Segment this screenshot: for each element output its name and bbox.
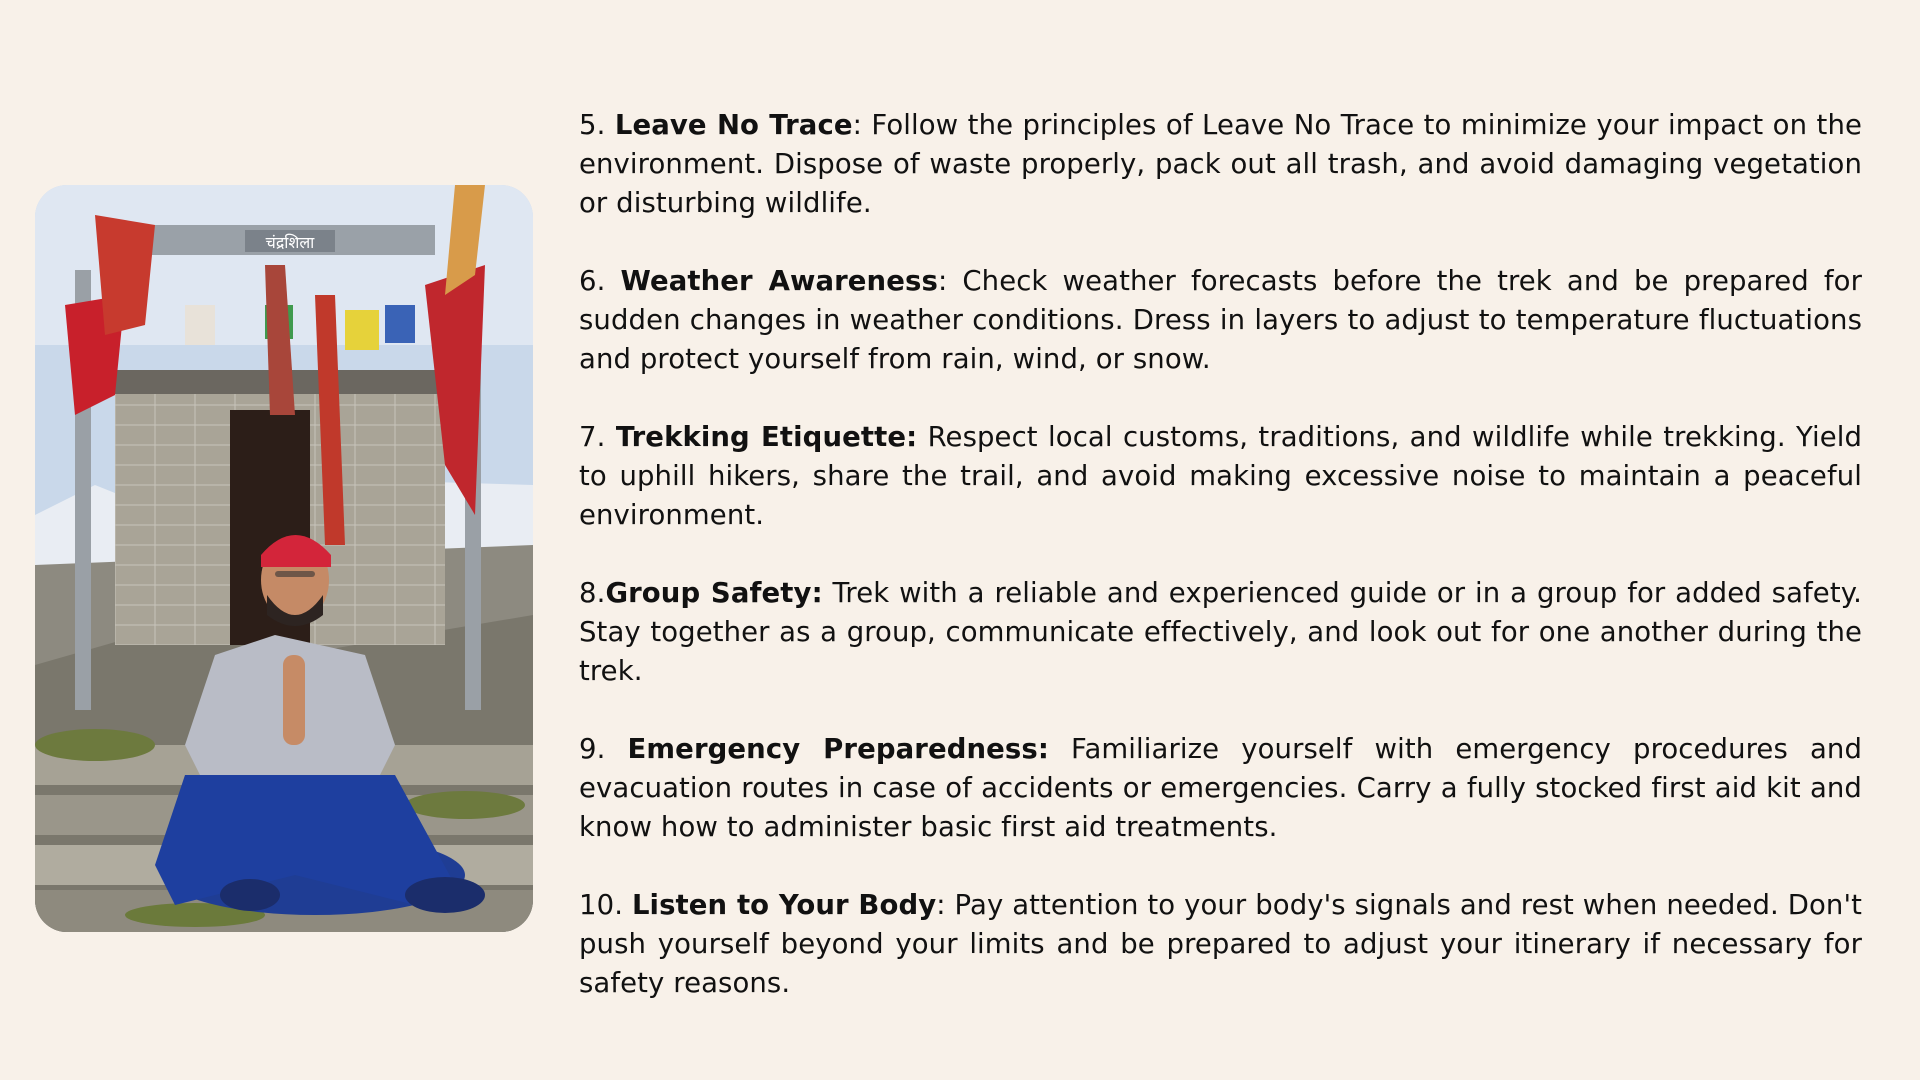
tip-body: Pay attention to your body's signals and rest when needed. Don't push yourself beyond your limits and be prepared to adjust your itinerary if necessary for safety reasons.	[579, 889, 1863, 999]
tip-item-6	[579, 262, 1862, 379]
temple-photo	[35, 185, 533, 932]
tip-number: 6.	[579, 265, 606, 297]
tip-body: Familiarize yourself with emergency procedures and evacuation routes in case of accidents or emergencies. Carry a fully stocked first aid kit and know how to administer basic first aid treatments.	[579, 733, 1863, 843]
tip-separator: :	[936, 889, 946, 921]
tip-title: Trekking Etiquette:	[615, 421, 918, 453]
tip-title: Emergency Preparedness:	[627, 733, 1049, 765]
tip-body: Check weather forecasts before the trek and be prepared for sudden changes in weather conditions. Dress in layers to adjust to temperature fluctuations and protect yourself from rain, wind, or snow.	[579, 265, 1863, 375]
tip-number: 5.	[579, 109, 606, 141]
tip-title: Weather Awareness	[620, 265, 938, 297]
tip-separator: :	[852, 109, 862, 141]
tip-item-8	[579, 574, 1862, 691]
tip-item-9	[579, 730, 1862, 847]
tip-number: 8.	[579, 577, 606, 609]
tip-number: 10.	[579, 889, 624, 921]
sign-text: चंद्रशिला	[265, 233, 315, 252]
tip-item-7	[579, 418, 1862, 535]
trek-tips-list	[579, 106, 1862, 1042]
tip-item-5	[579, 106, 1862, 223]
tip-number: 9.	[579, 733, 606, 765]
tip-body: Trek with a reliable and experienced guide or in a group for added safety. Stay together as a group, communicate effectively, and look out for one another during the trek.	[579, 577, 1863, 687]
tip-number: 7.	[579, 421, 606, 453]
tip-title: Leave No Trace	[614, 109, 853, 141]
tip-title: Group Safety:	[605, 577, 823, 609]
tip-body: Respect local customs, traditions, and wildlife while trekking. Yield to uphill hikers, share the trail, and avoid making excessive noise to maintain a peaceful environment.	[579, 421, 1863, 531]
tip-title: Listen to Your Body	[631, 889, 937, 921]
tip-item-10	[579, 886, 1862, 1003]
tip-body: Follow the principles of Leave No Trace to minimize your impact on the environment. Dispose of waste properly, pack out all trash, and avoid damaging vegetation or disturbing wildlife.	[579, 109, 1862, 219]
tip-separator: :	[937, 265, 948, 297]
